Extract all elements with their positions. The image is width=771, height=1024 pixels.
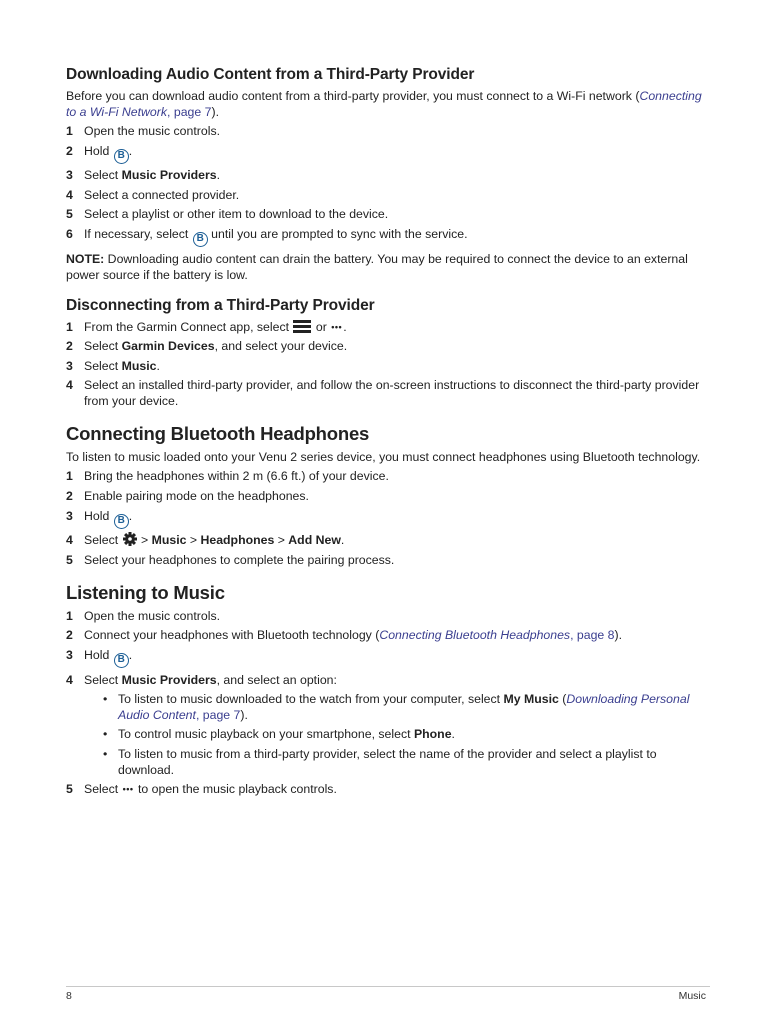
step-item: 3 Hold B . — [66, 508, 710, 529]
page-footer — [66, 986, 710, 1002]
step-item: 1 Open the music controls. — [66, 124, 221, 138]
wifi-network-link[interactable]: Connecting to a Wi-Fi Network — [66, 89, 702, 119]
document-page — [66, 66, 710, 809]
intro-paragraph: To listen to music loaded onto your Venu 2 series device, you must connect headphones using Bluetooth technology. — [66, 450, 701, 465]
b-button-icon: B — [193, 232, 208, 247]
step-item: 5 Select a playlist or other item to download to the device. — [66, 207, 389, 222]
step-item: 2 Select Garmin Devices, and select your device. — [66, 339, 348, 354]
more-dots-icon: ••• — [122, 784, 134, 795]
b-button-icon: B — [114, 514, 129, 529]
section-heading: Downloading Audio Content from a Third-Party Provider — [66, 66, 475, 83]
b-button-icon: B — [114, 653, 129, 668]
section-downloading-audio — [66, 66, 710, 283]
section-bluetooth-headphones — [66, 423, 710, 567]
list-item: • To listen to music from a third-party provider, select the name of the provider and select a playlist to download. — [103, 746, 657, 777]
step-item: 1 Open the music controls. — [66, 608, 221, 623]
b-button-icon: B — [114, 149, 129, 164]
options-list — [84, 691, 710, 778]
note-paragraph: NOTE: Downloading audio content can drain the battery. You may be required to connect the device to an external power source if the battery is low. — [66, 251, 688, 282]
personal-audio-link[interactable]: Downloading Personal Audio Content — [118, 691, 690, 722]
step-item: 1 Bring the headphones within 2 m (6.6 ft.) of your device. — [66, 469, 389, 484]
section-heading: Connecting Bluetooth Headphones — [66, 423, 370, 445]
step-item: 2 Enable pairing mode on the headphones. — [66, 488, 309, 503]
step-item: 5 Select your headphones to complete the pairing process. — [66, 552, 395, 567]
steps-list — [66, 468, 710, 567]
section-heading: Listening to Music — [66, 581, 225, 603]
intro-paragraph: Before you can download audio content from a third-party provider, you must connect to a Wi-Fi network (Connecting to a Wi-Fi Network, page 7). — [66, 89, 702, 119]
step-item: 3 Select Music Providers. — [66, 168, 221, 183]
page-ref[interactable]: , page 7 — [167, 105, 212, 119]
bullet-icon: • — [103, 746, 108, 761]
list-item: • To control music playback on your smartphone, select Phone. — [103, 727, 455, 742]
page-number: 8 — [66, 990, 72, 1002]
steps-list — [66, 608, 710, 798]
bluetooth-headphones-link[interactable]: Connecting Bluetooth Headphones — [379, 628, 571, 643]
page-ref[interactable]: , page 8 — [570, 628, 615, 643]
step-item: 4 Select Music Providers, and select an option: • To listen to music downloaded to the watch from your computer, select My Music (Downloading Personal Audio Content, page 7). • To control music playback on your smartphone, select Phone. • To listen to music from a third-party provider, select the name of the provider and select a playlist to download. — [66, 672, 710, 778]
steps-list — [66, 319, 710, 410]
page-ref[interactable]: , page 7 — [195, 707, 241, 722]
step-item: 4 Select > Music > Headphones > Add New. — [66, 533, 345, 548]
step-item: 4 Select a connected provider. — [66, 187, 240, 202]
step-item: 4 Select an installed third-party provider, and follow the on-screen instructions to disconnect the third-party provider from your device. — [66, 378, 700, 409]
steps-list — [66, 123, 710, 247]
step-item: 3 Hold B . — [66, 647, 710, 668]
step-item: 2 Connect your headphones with Bluetooth technology (Connecting Bluetooth Headphones, page 8). — [66, 628, 623, 643]
footer-section-name: Music — [678, 990, 706, 1002]
more-dots-icon: ••• — [331, 321, 343, 332]
bullet-icon: • — [103, 727, 108, 742]
step-item: 2 Hold B . — [66, 143, 710, 164]
bullet-icon: • — [103, 691, 108, 706]
list-item: • To listen to music downloaded to the watch from your computer, select My Music (Downloading Personal Audio Content, page 7). — [103, 691, 690, 722]
section-listening-music — [66, 582, 710, 798]
step-item: 1 From the Garmin Connect app, select or •••. — [66, 319, 347, 334]
gear-icon — [123, 532, 137, 546]
step-item: 3 Select Music. — [66, 358, 160, 373]
section-heading: Disconnecting from a Third-Party Provider — [66, 296, 375, 314]
section-disconnecting-provider — [66, 297, 710, 410]
step-item: 6 If necessary, select B until you are prompted to sync with the service. — [66, 226, 710, 247]
step-item: 5 Select ••• to open the music playback controls. — [66, 782, 337, 797]
menu-icon — [293, 320, 311, 333]
